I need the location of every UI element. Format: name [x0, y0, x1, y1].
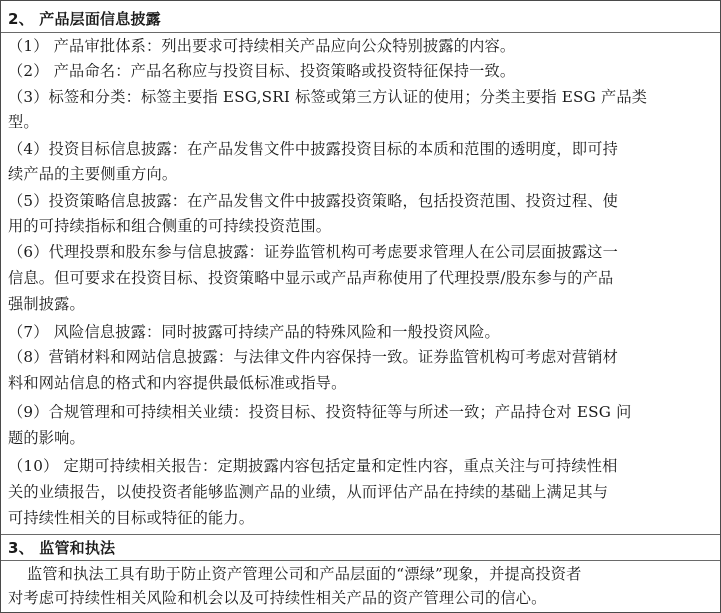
item-8-line-1: （8）营销材料和网站信息披露：与法律文件内容保持一致。证券监管机构可考虑对营销材 — [8, 348, 618, 366]
section-3-paragraph-line-2: 对考虑可持续性相关风险和机会以及可持续性相关产品的资产管理公司的信心。 — [8, 589, 547, 607]
item-10-line-1: （10） 定期可持续相关报告：定期披露内容包括定量和定性内容，重点关注与可持续性相 — [8, 457, 618, 475]
item-5-line-1: （5）投资策略信息披露：在产品发售文件中披露投资策略，包括投资范围、投资过程、使 — [8, 192, 618, 210]
section-divider — [1, 32, 720, 33]
section-2-heading: 2、 产品层面信息披露 — [8, 10, 161, 28]
section-divider — [1, 560, 720, 561]
section-divider — [1, 534, 720, 535]
section-3-paragraph-line-1: 监管和执法工具有助于防止资产管理公司和产品层面的“漂绿”现象，并提高投资者 — [27, 565, 582, 583]
item-5-line-2: 用的可持续指标和组合侧重的可持续投资范围。 — [8, 217, 332, 235]
item-3-line-2: 型。 — [8, 113, 39, 131]
item-1-line-1: （1） 产品审批体系：列出要求可持续相关产品应向公众特别披露的内容。 — [8, 37, 516, 55]
item-4-line-2: 续产品的主要侧重方向。 — [8, 165, 178, 183]
item-10-line-2: 关的业绩报告，以使投资者能够监测产品的业绩，从而评估产品在持续的基础上满足其与 — [8, 483, 609, 501]
item-7-line-1: （7） 风险信息披露：同时披露可持续产品的特殊风险和一般投资风险。 — [8, 323, 500, 341]
item-3-line-1: （3）标签和分类：标签主要指 ESG,SRI 标签或第三方认证的使用；分类主要指 ESG 产品类 — [8, 88, 648, 106]
item-9-line-2: 题的影响。 — [8, 429, 85, 447]
item-6-line-2: 信息。但可要求在投资目标、投资策略中显示或产品声称使用了代理投票/股东参与的产品 — [8, 269, 614, 287]
item-6-line-3: 强制披露。 — [8, 295, 85, 313]
section-3-heading: 3、 监管和执法 — [8, 539, 116, 557]
item-2-line-1: （2） 产品命名：产品名称应与投资目标、投资策略或投资特征保持一致。 — [8, 62, 516, 80]
item-10-line-3: 可持续性相关的目标或特征的能力。 — [8, 509, 255, 527]
item-9-line-1: （9）合规管理和可持续相关业绩：投资目标、投资特征等与所述一致；产品持仓对 ESG 问 — [8, 403, 632, 421]
item-8-line-2: 料和网站信息的格式和内容提供最低标准或指导。 — [8, 374, 347, 392]
item-6-line-1: （6）代理投票和股东参与信息披露：证券监管机构可考虑要求管理人在公司层面披露这一 — [8, 243, 618, 261]
item-4-line-1: （4）投资目标信息披露：在产品发售文件中披露投资目标的本质和范围的透明度，即可持 — [8, 140, 618, 158]
